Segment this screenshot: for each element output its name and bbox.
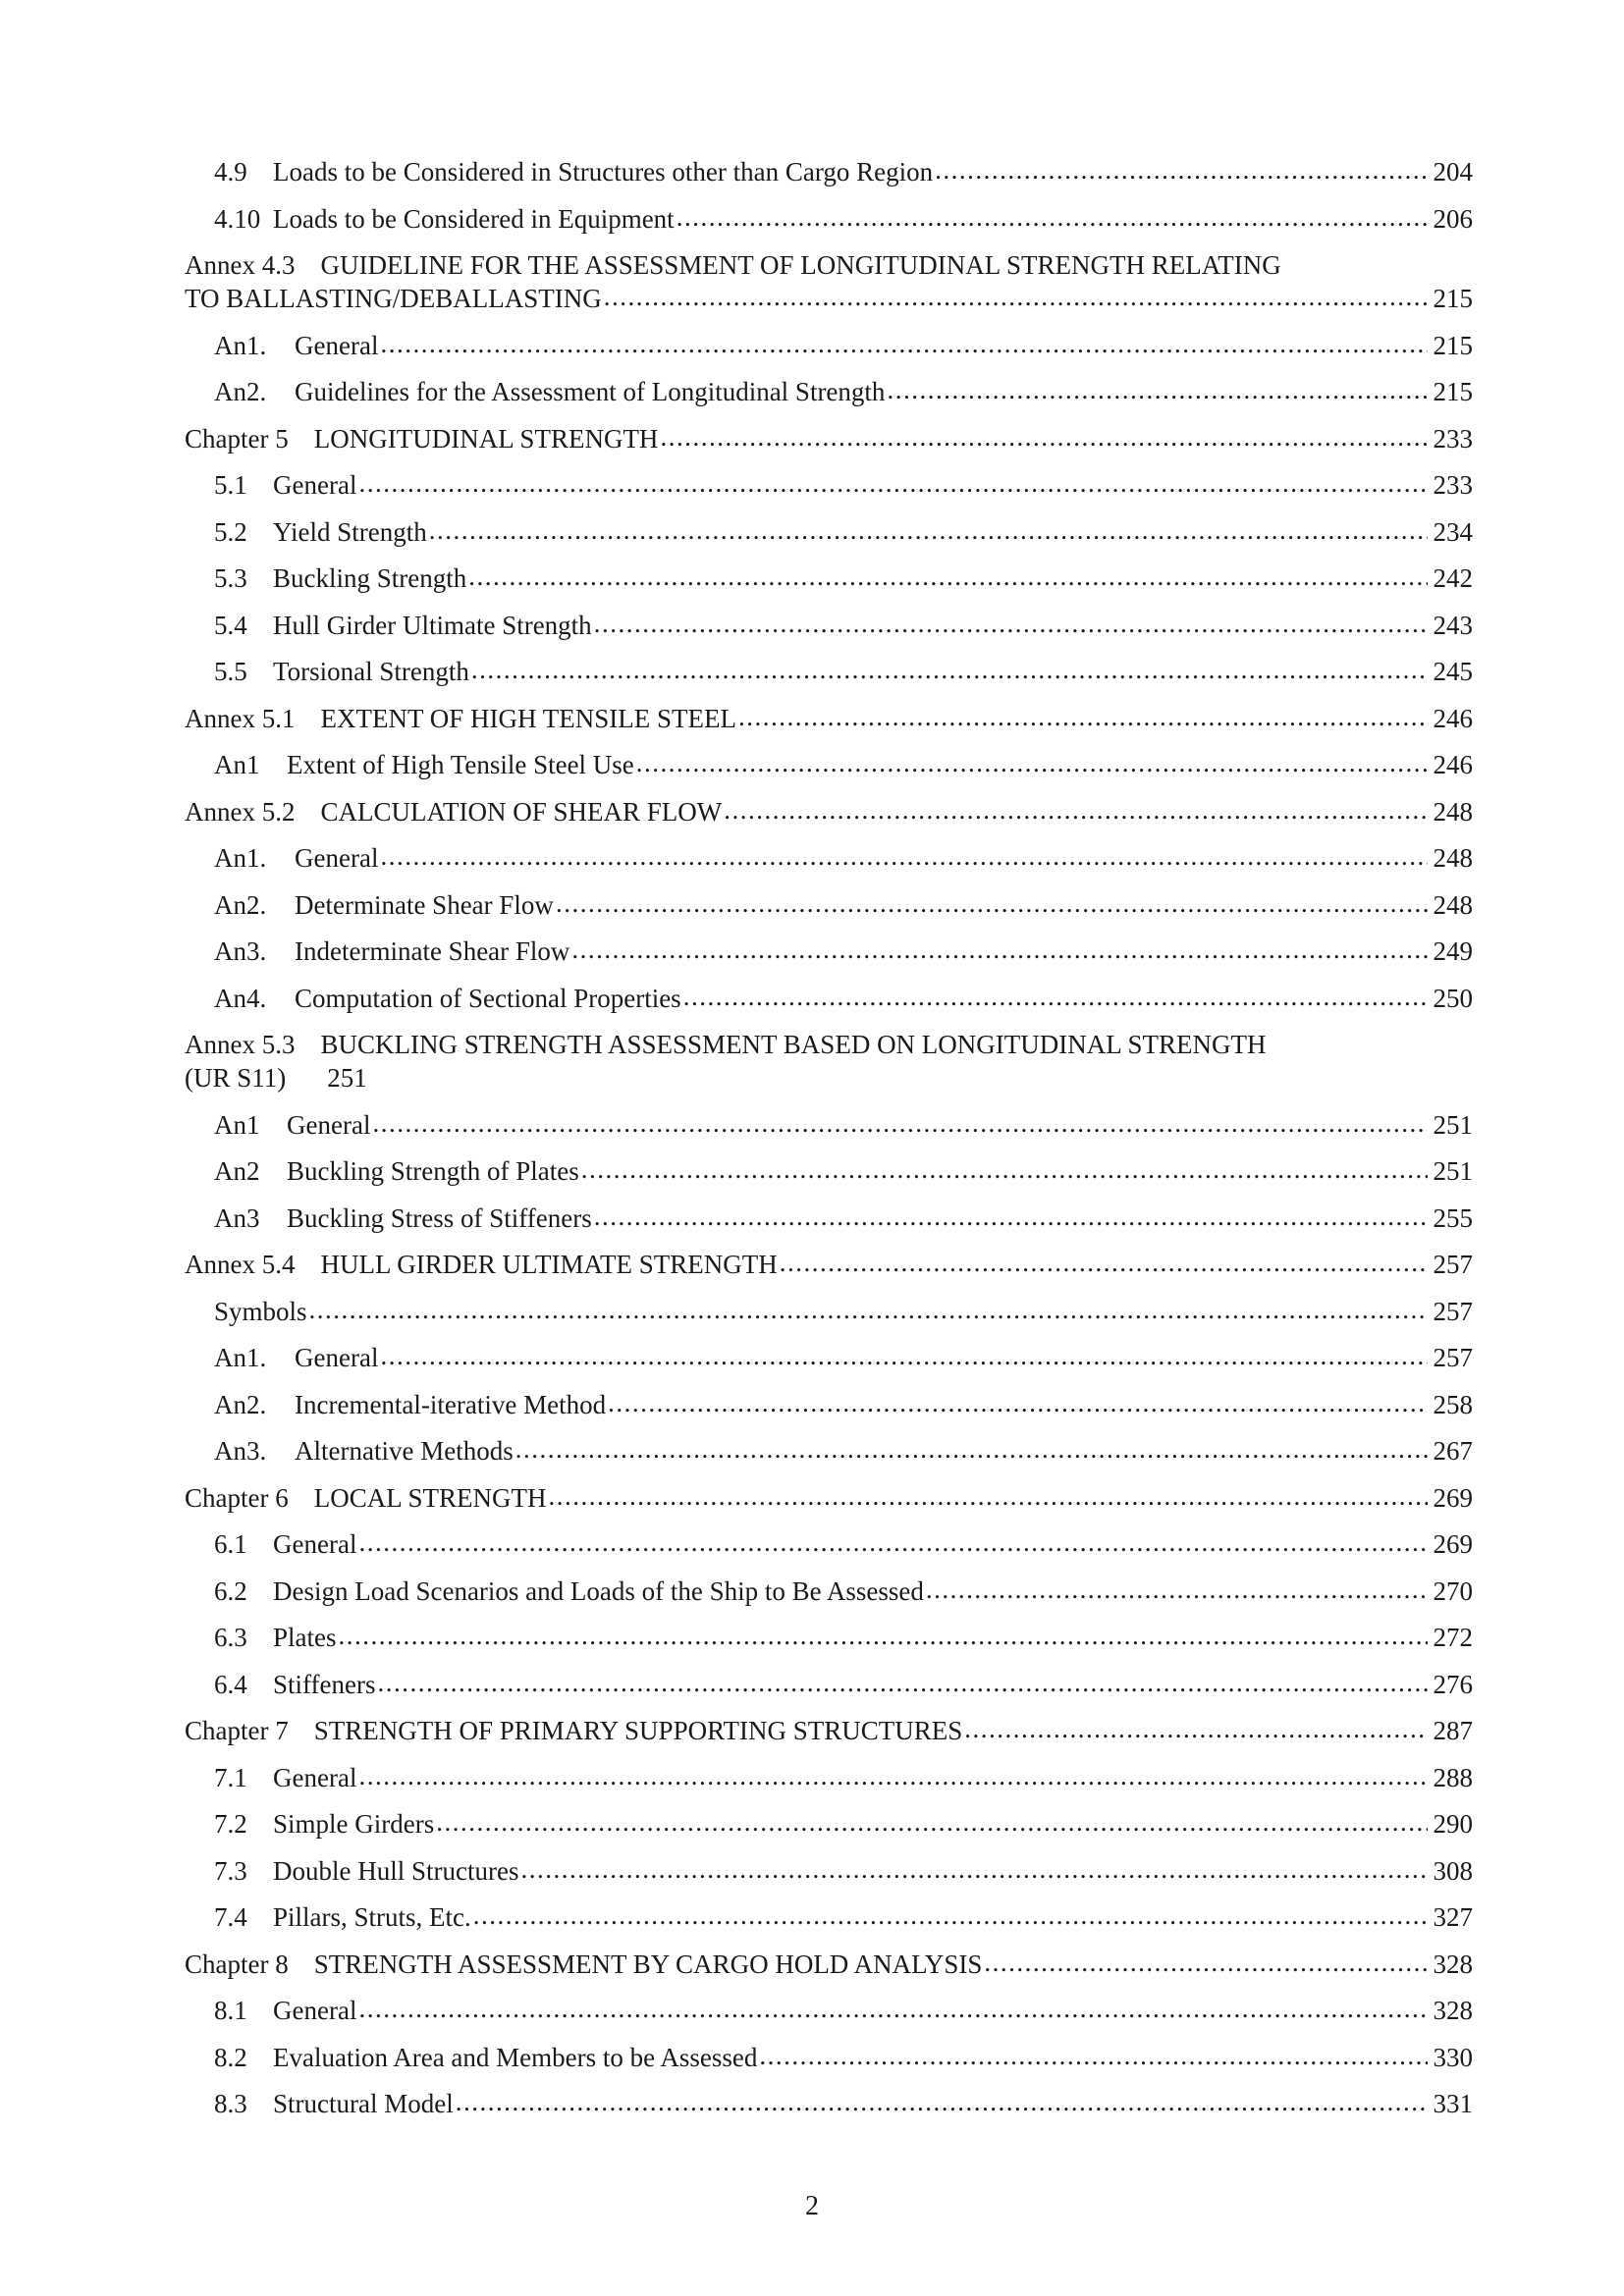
toc-entry-section[interactable] bbox=[185, 1668, 1473, 1701]
toc-entry-title: Evaluation Area and Members to be Assessed bbox=[273, 2042, 758, 2072]
toc-entry-number: Annex 5.2 bbox=[185, 796, 296, 827]
toc-entry-page: 272 bbox=[1433, 1623, 1473, 1652]
toc-entry-title: General bbox=[273, 1762, 357, 1792]
dot-leader bbox=[377, 1666, 1427, 1699]
toc-entry-page: 270 bbox=[1433, 1575, 1473, 1606]
toc-entry-chapter[interactable] bbox=[185, 1948, 1473, 1981]
toc-entry-section[interactable] bbox=[185, 655, 1473, 688]
toc-entry-page: 243 bbox=[1433, 610, 1473, 640]
toc-entry-number: An4. bbox=[214, 983, 267, 1013]
dot-leader bbox=[964, 1712, 1427, 1745]
toc-entry-number: Chapter 6 bbox=[185, 1482, 289, 1513]
toc-entry-page: 290 bbox=[1433, 1809, 1473, 1839]
toc-entry-page: 328 bbox=[1433, 1949, 1473, 1979]
toc-entry-number: 8.3 bbox=[214, 2089, 247, 2118]
dot-leader bbox=[380, 327, 1427, 360]
dot-leader bbox=[738, 700, 1428, 733]
dot-leader bbox=[759, 2039, 1427, 2072]
toc-entry-number: Chapter 5 bbox=[185, 423, 289, 454]
toc-entry-title: LOCAL STRENGTH bbox=[313, 1482, 547, 1513]
toc-entry-chapter[interactable] bbox=[185, 1481, 1473, 1515]
toc-entry-section[interactable] bbox=[185, 1154, 1473, 1188]
toc-entry-title: General bbox=[273, 470, 357, 500]
toc-entry-number: 6.1 bbox=[214, 1529, 247, 1559]
dot-leader bbox=[471, 653, 1428, 686]
table-of-contents bbox=[185, 155, 1473, 2134]
toc-entry-title: Extent of High Tensile Steel Use bbox=[287, 750, 634, 779]
page-number: 2 bbox=[805, 2191, 819, 2221]
toc-entry-page: 308 bbox=[1433, 1855, 1473, 1886]
toc-entry-page: 215 bbox=[1433, 330, 1473, 360]
toc-entry-title: Design Load Scenarios and Loads of the Ship to Be Assessed bbox=[273, 1575, 924, 1606]
toc-entry-number: An3 bbox=[214, 1202, 260, 1233]
toc-entry-title: CALCULATION OF SHEAR FLOW bbox=[320, 796, 723, 827]
dot-leader bbox=[515, 1432, 1428, 1466]
toc-entry-number: An2. bbox=[214, 377, 267, 406]
toc-entry-page: 246 bbox=[1433, 750, 1473, 779]
toc-entry-section[interactable] bbox=[185, 1341, 1473, 1374]
toc-entry-title: General bbox=[273, 1996, 357, 2025]
toc-entry-chapter[interactable] bbox=[185, 795, 1473, 828]
toc-entry-title: GUIDELINE FOR THE ASSESSMENT OF LONGITUDINAL STRENGTH RELATING bbox=[320, 250, 1281, 280]
toc-entry-title: General bbox=[273, 1529, 357, 1559]
dot-leader bbox=[926, 1573, 1428, 1606]
toc-entry-number: Annex 5.4 bbox=[185, 1250, 296, 1279]
toc-entry-section[interactable] bbox=[185, 982, 1473, 1015]
toc-entry-number: 6.4 bbox=[214, 1669, 247, 1699]
toc-entry-page: 288 bbox=[1433, 1762, 1473, 1792]
dot-leader bbox=[380, 839, 1427, 873]
toc-entry-title: General bbox=[295, 1343, 379, 1372]
toc-entry-page: 269 bbox=[1433, 1482, 1473, 1513]
toc-entry-page: 255 bbox=[1433, 1202, 1473, 1233]
toc-entry-title: STRENGTH OF PRIMARY SUPPORTING STRUCTURES bbox=[313, 1716, 963, 1745]
toc-entry-number: An1. bbox=[214, 843, 267, 873]
toc-entry-number: 5.4 bbox=[214, 610, 247, 640]
toc-entry-number: An2 bbox=[214, 1156, 260, 1186]
toc-entry-page: 257 bbox=[1433, 1250, 1473, 1279]
toc-entry-section[interactable] bbox=[185, 2041, 1473, 2074]
toc-entry-section[interactable] bbox=[185, 329, 1473, 362]
toc-entry-page: 287 bbox=[1433, 1716, 1473, 1745]
toc-entry-title-continued: TO BALLASTING/DEBALLASTING bbox=[185, 284, 602, 313]
toc-entry-title: Symbols bbox=[214, 1296, 307, 1326]
toc-entry-title: General bbox=[295, 330, 379, 360]
toc-entry-section[interactable] bbox=[185, 155, 1473, 188]
toc-entry-title: Structural Model bbox=[273, 2089, 454, 2118]
toc-entry-page: 249 bbox=[1433, 936, 1473, 966]
toc-entry-section[interactable] bbox=[185, 1434, 1473, 1468]
toc-entry-page: 330 bbox=[1433, 2042, 1473, 2072]
toc-entry-title: LONGITUDINAL STRENGTH bbox=[313, 423, 659, 454]
toc-entry-number: 6.3 bbox=[214, 1623, 247, 1652]
toc-entry-section[interactable] bbox=[185, 2087, 1473, 2120]
dot-leader bbox=[935, 153, 1427, 187]
dot-leader bbox=[677, 200, 1428, 234]
dot-leader bbox=[660, 420, 1427, 454]
dot-leader bbox=[683, 980, 1428, 1013]
toc-entry-section[interactable] bbox=[185, 1575, 1473, 1608]
toc-entry-number: 5.5 bbox=[214, 657, 247, 686]
toc-entry-number: Chapter 8 bbox=[185, 1949, 289, 1979]
toc-entry-page: 331 bbox=[1433, 2089, 1473, 2118]
dot-leader bbox=[548, 1479, 1427, 1513]
toc-entry-section[interactable] bbox=[185, 1994, 1473, 2027]
dot-leader bbox=[468, 560, 1427, 593]
toc-entry-number: An1. bbox=[214, 330, 267, 360]
toc-entry-section[interactable] bbox=[185, 888, 1473, 922]
toc-entry-section[interactable] bbox=[185, 1295, 1473, 1328]
toc-entry-section[interactable] bbox=[185, 1201, 1473, 1235]
dot-leader bbox=[358, 1525, 1427, 1559]
dot-leader bbox=[604, 280, 1428, 313]
dot-leader bbox=[520, 1852, 1427, 1886]
dot-leader bbox=[309, 1293, 1428, 1326]
toc-entry-number: Annex 4.3 bbox=[185, 250, 296, 280]
toc-entry-title: Simple Girders bbox=[273, 1809, 435, 1839]
toc-entry-section[interactable] bbox=[185, 1854, 1473, 1888]
toc-entry-number: An2. bbox=[214, 889, 267, 920]
toc-entry-number: 4.10 bbox=[214, 203, 261, 234]
toc-entry-title: Alternative Methods bbox=[295, 1436, 514, 1466]
toc-entry-page: 242 bbox=[1433, 563, 1473, 593]
toc-entry-title: Pillars, Struts, Etc. bbox=[273, 1902, 471, 1932]
toc-entry-title: STRENGTH ASSESSMENT BY CARGO HOLD ANALYSIS bbox=[313, 1949, 983, 1979]
dot-leader bbox=[887, 373, 1427, 406]
toc-entry-section[interactable] bbox=[185, 841, 1473, 875]
toc-entry-section[interactable] bbox=[185, 1527, 1473, 1561]
toc-entry-number: 7.1 bbox=[214, 1762, 247, 1792]
toc-entry-page: 248 bbox=[1433, 843, 1473, 873]
toc-entry-title: Loads to be Considered in Equipment bbox=[273, 203, 675, 234]
toc-entry-page: 248 bbox=[1433, 889, 1473, 920]
toc-entry-page: 245 bbox=[1433, 657, 1473, 686]
toc-entry-number: 8.1 bbox=[214, 1996, 247, 2025]
toc-entry-number: An3. bbox=[214, 936, 267, 966]
toc-entry-title: Determinate Shear Flow bbox=[295, 889, 554, 920]
toc-entry-page: 250 bbox=[1433, 983, 1473, 1013]
toc-entry-number: An1 bbox=[214, 1109, 260, 1140]
dot-leader bbox=[636, 746, 1428, 779]
toc-entry-number: Annex 5.1 bbox=[185, 703, 296, 733]
dot-leader bbox=[358, 1992, 1427, 2025]
toc-entry-title: Hull Girder Ultimate Strength bbox=[273, 610, 592, 640]
toc-entry-page: 267 bbox=[1433, 1436, 1473, 1466]
toc-entry-title: EXTENT OF HIGH TENSILE STEEL bbox=[320, 703, 736, 733]
toc-entry-number: An1 bbox=[214, 750, 260, 779]
toc-entry-title: Yield Strength bbox=[273, 516, 427, 547]
toc-entry-number: 7.4 bbox=[214, 1902, 247, 1932]
toc-entry-page: 276 bbox=[1433, 1669, 1473, 1699]
dot-leader bbox=[724, 793, 1427, 827]
toc-entry-section[interactable] bbox=[185, 1807, 1473, 1841]
toc-entry-title: BUCKLING STRENGTH ASSESSMENT BASED ON LONGITUDINAL STRENGTH bbox=[320, 1030, 1267, 1059]
toc-entry-chapter[interactable] bbox=[185, 1714, 1473, 1747]
toc-entry-annex[interactable] bbox=[185, 248, 1473, 315]
dot-leader bbox=[571, 933, 1427, 966]
toc-entry-title: General bbox=[295, 843, 379, 873]
toc-entry-title-continued: (UR S11) bbox=[185, 1063, 287, 1093]
toc-entry-section[interactable] bbox=[185, 1761, 1473, 1794]
toc-entry-number: Annex 5.3 bbox=[185, 1030, 296, 1059]
toc-entry-number: An3. bbox=[214, 1436, 267, 1466]
toc-entry-page: 327 bbox=[1433, 1902, 1473, 1932]
toc-entry-chapter[interactable] bbox=[185, 422, 1473, 455]
toc-entry-title: Buckling Strength bbox=[273, 563, 467, 593]
toc-entry-section[interactable] bbox=[185, 1900, 1473, 1934]
toc-entry-page: 233 bbox=[1433, 470, 1473, 500]
toc-entry-number: Chapter 7 bbox=[185, 1716, 289, 1745]
toc-entry-page: 204 bbox=[1433, 157, 1473, 187]
toc-entry-page: 246 bbox=[1433, 703, 1473, 733]
toc-entry-title: Stiffeners bbox=[273, 1669, 376, 1699]
toc-entry-number: 7.2 bbox=[214, 1809, 247, 1839]
toc-entry-number: An2. bbox=[214, 1389, 267, 1419]
toc-entry-chapter[interactable] bbox=[185, 702, 1473, 735]
toc-entry-number: 7.3 bbox=[214, 1855, 247, 1886]
toc-entry-section[interactable] bbox=[185, 1108, 1473, 1142]
toc-entry-title: HULL GIRDER ULTIMATE STRENGTH bbox=[320, 1250, 778, 1279]
dot-leader bbox=[358, 466, 1427, 500]
toc-entry-title: Computation of Sectional Properties bbox=[295, 983, 681, 1013]
toc-entry-page: 258 bbox=[1433, 1389, 1473, 1419]
toc-entry-title: Buckling Stress of Stiffeners bbox=[287, 1202, 592, 1233]
dot-leader bbox=[339, 1619, 1428, 1652]
dot-leader bbox=[429, 513, 1428, 547]
toc-entry-page: 251 bbox=[1433, 1109, 1473, 1140]
toc-entry-section[interactable] bbox=[185, 1621, 1473, 1654]
toc-entry-title: Guidelines for the Assessment of Longitudinal Strength bbox=[295, 377, 886, 406]
toc-entry-page: 257 bbox=[1433, 1343, 1473, 1372]
dot-leader bbox=[780, 1246, 1428, 1279]
toc-entry-page: 257 bbox=[1433, 1296, 1473, 1326]
dot-leader bbox=[473, 1898, 1428, 1932]
toc-entry-page: 215 bbox=[1433, 284, 1473, 313]
toc-entry-page: 251 bbox=[1433, 1156, 1473, 1186]
toc-entry-page: 328 bbox=[1433, 1996, 1473, 2025]
dot-leader bbox=[608, 1386, 1427, 1419]
toc-entry-page: 251 bbox=[327, 1063, 367, 1093]
dot-leader bbox=[456, 2085, 1428, 2118]
toc-entry-page: 215 bbox=[1433, 377, 1473, 406]
toc-entry-page: 269 bbox=[1433, 1529, 1473, 1559]
toc-entry-section[interactable] bbox=[185, 934, 1473, 968]
toc-entry-title: Indeterminate Shear Flow bbox=[295, 936, 570, 966]
toc-entry-section[interactable] bbox=[185, 609, 1473, 642]
toc-entry-section[interactable] bbox=[185, 375, 1473, 408]
toc-entry-number: 5.3 bbox=[214, 563, 247, 593]
dot-leader bbox=[594, 607, 1428, 640]
toc-entry-number: An1. bbox=[214, 1343, 267, 1372]
toc-entry-number: 5.2 bbox=[214, 516, 247, 547]
dot-leader bbox=[358, 1759, 1427, 1792]
toc-entry-number: 5.1 bbox=[214, 470, 247, 500]
toc-entry-page: 206 bbox=[1433, 203, 1473, 234]
toc-entry-number: 4.9 bbox=[214, 157, 247, 187]
toc-entry-title: Plates bbox=[273, 1623, 337, 1652]
toc-entry-section[interactable] bbox=[185, 468, 1473, 502]
toc-entry-number: 8.2 bbox=[214, 2042, 247, 2072]
toc-entry-title: Buckling Strength of Plates bbox=[287, 1156, 579, 1186]
toc-entry-section[interactable] bbox=[185, 202, 1473, 236]
toc-entry-section[interactable] bbox=[185, 1388, 1473, 1421]
toc-entry-page: 233 bbox=[1433, 423, 1473, 454]
dot-leader bbox=[380, 1339, 1427, 1372]
toc-entry-annex[interactable] bbox=[185, 1028, 1473, 1095]
toc-entry-title: Torsional Strength bbox=[273, 657, 469, 686]
dot-leader bbox=[372, 1106, 1427, 1140]
toc-entry-number: 6.2 bbox=[214, 1575, 247, 1606]
dot-leader bbox=[436, 1805, 1427, 1839]
toc-entry-title: Double Hull Structures bbox=[273, 1855, 519, 1886]
dot-leader bbox=[581, 1152, 1428, 1186]
toc-entry-title: General bbox=[287, 1109, 371, 1140]
dot-leader bbox=[556, 886, 1428, 920]
toc-entry-section[interactable] bbox=[185, 748, 1473, 781]
toc-entry-title: Incremental-iterative Method bbox=[295, 1389, 607, 1419]
dot-leader bbox=[594, 1200, 1428, 1233]
toc-entry-title: Loads to be Considered in Structures other than Cargo Region bbox=[273, 157, 934, 187]
toc-entry-chapter[interactable] bbox=[185, 1248, 1473, 1281]
dot-leader bbox=[984, 1946, 1427, 1979]
toc-entry-page: 234 bbox=[1433, 516, 1473, 547]
toc-entry-section[interactable] bbox=[185, 515, 1473, 549]
toc-entry-page: 248 bbox=[1433, 796, 1473, 827]
toc-entry-section[interactable] bbox=[185, 561, 1473, 595]
